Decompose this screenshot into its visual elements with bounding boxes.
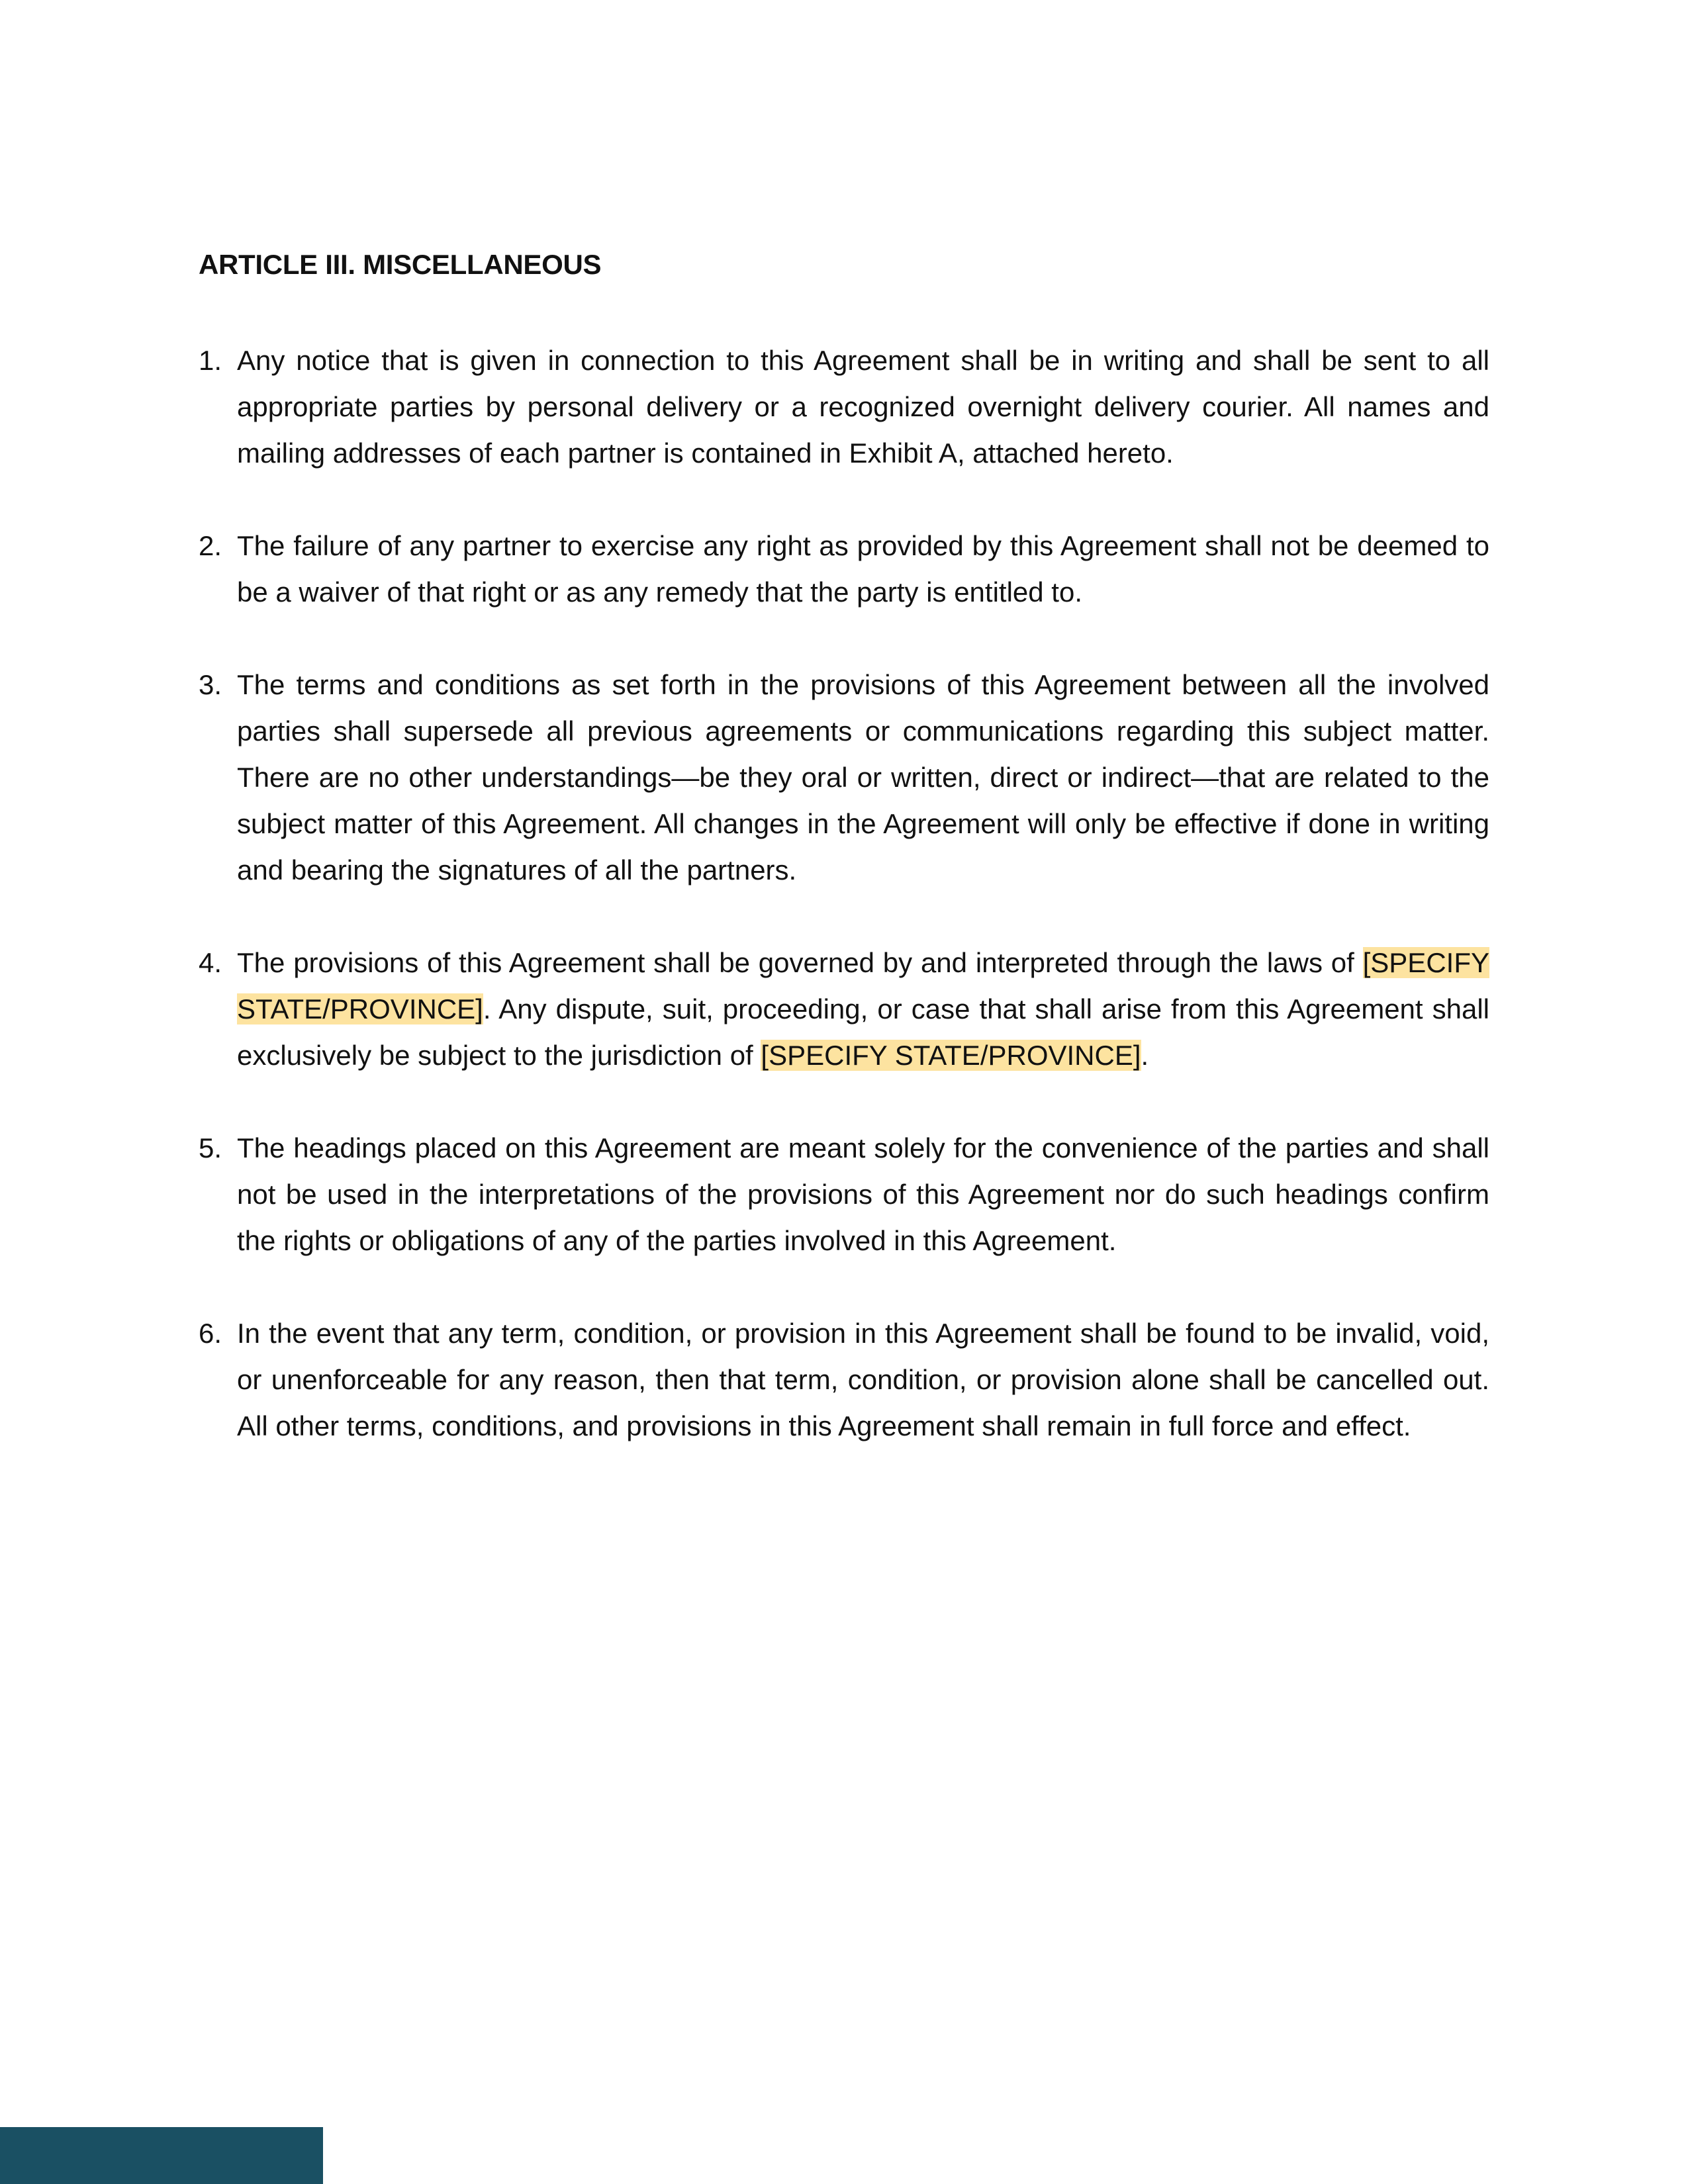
placeholder-state-province[interactable]: [SPECIFY STATE/PROVINCE] bbox=[237, 947, 1489, 1024]
clause-text: The terms and conditions as set forth in the provisions of this Agreement between all the involved parties shall supersede all previous agreements or communications regarding this subject matter. There are no other understandings—be they oral or written, direct or indirect—that are related to the subject matter of this Agreement. All changes in the Agreement will only be effective if done in writing and bearing the signatures of all the partners. bbox=[237, 669, 1489, 886]
clause-number: 2. bbox=[199, 530, 222, 561]
clause-number: 5. bbox=[199, 1132, 222, 1163]
placeholder-state-province[interactable]: [SPECIFY STATE/PROVINCE] bbox=[761, 1040, 1141, 1071]
clause-2 bbox=[199, 523, 1489, 615]
clause-text: Any notice that is given in connection to this Agreement shall be in writing and shall be sent to all appropriate parties by personal delivery or a recognized overnight delivery courier. All names and mailing addresses of each partner is contained in Exhibit A, attached hereto. bbox=[237, 345, 1489, 469]
clause-text-part: The provisions of this Agreement shall be governed by and interpreted through the laws of bbox=[237, 947, 1363, 978]
clause-text: The failure of any partner to exercise any right as provided by this Agreement shall not be deemed to be a waiver of that right or as any remedy that the party is entitled to. bbox=[237, 530, 1489, 608]
clause-number: 4. bbox=[199, 947, 222, 978]
footer-accent-bar bbox=[0, 2127, 323, 2184]
clause-number: 6. bbox=[199, 1318, 222, 1349]
clause-5 bbox=[199, 1125, 1489, 1264]
clause-text: The headings placed on this Agreement are meant solely for the convenience of the parties and shall not be used in the interpretations of the provisions of this Agreement nor do such headings confirm the rights or obligations of any of the parties involved in this Agreement. bbox=[237, 1132, 1489, 1256]
clause-4 bbox=[199, 940, 1489, 1079]
clause-number: 1. bbox=[199, 345, 222, 376]
clause-list bbox=[199, 338, 1489, 1496]
article-heading: ARTICLE III. MISCELLANEOUS bbox=[199, 249, 602, 280]
clause-6 bbox=[199, 1310, 1489, 1449]
clause-number: 3. bbox=[199, 669, 222, 700]
clause-1 bbox=[199, 338, 1489, 477]
clause-text-part: . Any dispute, suit, proceeding, or case that shall arise from this Agreement shall exclusively be subject to the jurisdiction of bbox=[237, 993, 1489, 1071]
clause-3 bbox=[199, 662, 1489, 893]
clause-text-part: . bbox=[1141, 1040, 1149, 1071]
clause-text: In the event that any term, condition, or provision in this Agreement shall be found to be invalid, void, or unenforceable for any reason, then that term, condition, or provision alone shall be cancelled out. All other terms, conditions, and provisions in this Agreement shall remain in full force and effect. bbox=[237, 1318, 1489, 1441]
